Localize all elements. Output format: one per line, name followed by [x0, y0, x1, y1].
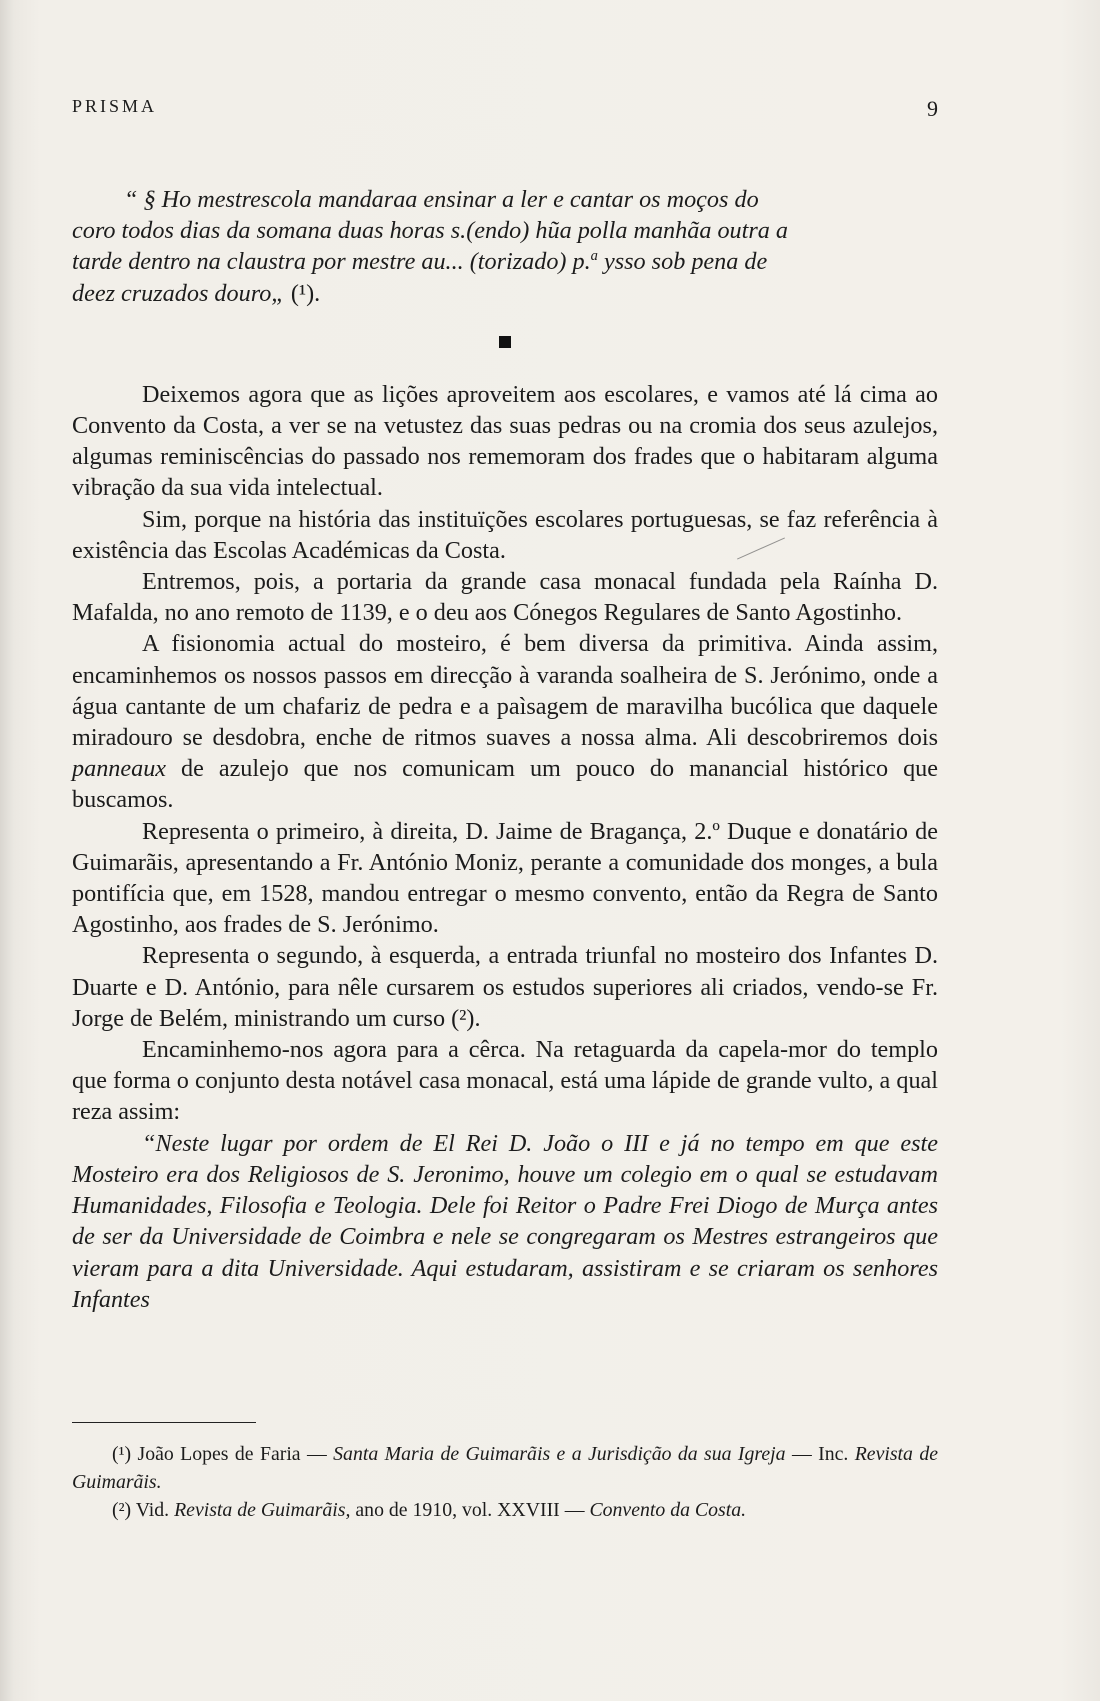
footnote-2 [72, 1496, 938, 1524]
paragraph-5: Representa o primeiro, à direita, D. Jaime de Bragança, 2.º Duque e donatário de Guimarãis, apresentando a Fr. António Moniz, perante a comunidade dos monges, a bula pontifícia que, em 1528, mandou entregar o mesmo convento, então da Regra de Santo Agostinho, aos frades de S. Jerónimo. [72, 817, 938, 939]
paragraph-3: Entremos, pois, a portaria da grande casa monacal fundada pela Raínha D. Mafalda, no ano remoto de 1139, e o deu aos Cónegos Regulares de Santo Agostinho. [72, 568, 938, 627]
quote-line-3a: tarde dentro na claustra por mestre au... (torizado) p. [72, 248, 591, 276]
quote-line-3b: ysso sob pena de [597, 248, 768, 276]
footnote-1-title: Santa Maria de Guimarãis e a Jurisdição da sua Igreja [333, 1443, 786, 1465]
paragraph-7: Encaminhemo-nos agora para a cêrca. Na retaguarda da capela-mor do templo que forma o conjunto desta notável casa monacal, está uma lápide de grande vulto, a qual reza assim: [72, 1036, 938, 1126]
quote-line-3-sup: a [590, 248, 598, 265]
footnote-2-title: Convento da Costa. [589, 1499, 747, 1521]
paragraph-2: Sim, porque na história das instituïções escolares portuguesas, se faz referência à existência das Escolas Académicas da Costa. [72, 505, 938, 564]
paragraph-1: Deixemos agora que as lições aproveitem aos escolares, e vamos até lá cima ao Convento da Costa, a ver se na vetustez das suas pedras ou na cromia dos seus azulejos, algumas reminiscências do passado nos rememoram dos frades que o habitaram alguma vibração da sua vida intelectual. [72, 380, 938, 502]
footnote-2-b: ano de 1910, vol. XXVIII — [350, 1499, 590, 1521]
section-separator [72, 327, 938, 357]
footnote-2-a: Vid. [131, 1499, 175, 1521]
paragraph-4-a: A fisionomia actual do mosteiro, é bem diversa da primitiva. Ainda assim, encaminhemos os nossos passos em direcção à varanda soalheira de S. Jerónimo, onde a água cantante de um chafariz de pedra e a paìsagem de maravilha bucólica que daquele miradouro se desdobra, enche de ritmos suaves a nossa alma. Ali descobriremos dois [72, 630, 938, 752]
footnote-1-b: — Inc. [785, 1443, 855, 1465]
quote-line-1: Ho mestrescola mandaraa ensinar a ler e cantar os moços do [161, 186, 759, 213]
footnote-1-number: (¹) [112, 1443, 132, 1465]
square-bullet-icon [499, 336, 511, 348]
paragraph-4-italic: panneaux [72, 755, 167, 783]
footnote-1-source: Revista de Guimarãis. [72, 1443, 939, 1493]
footnote-rule [72, 1422, 256, 1423]
footnote-2-source: Revista de Guimarãis, [174, 1499, 351, 1521]
opening-quote [72, 184, 938, 309]
body-text [72, 184, 938, 1315]
inscription-quote: “Neste lugar por ordem de El Rei D. João o III e já no tempo em que este Mosteiro era dos Religiosos de S. Jeronimo, houve um colegio em o qual se estudavam Humanidades, Filosofia e Teologia. Dele foi Reitor o Padre Frei Diogo de Murça antes de ser da Universidade de Coimbra e nele se congregaram os Mestres estrangeiros que vieram para a dita Universidade. Aqui estudaram, assistiram e se criaram os senhores Infantes [72, 1129, 938, 1313]
footnote-1 [72, 1440, 938, 1496]
running-head [72, 96, 938, 121]
page-number: 9 [927, 96, 938, 121]
quote-line-4: deez cruzados douro„ [72, 279, 285, 307]
footnotes [72, 1440, 938, 1524]
paragraph-6: Representa o segundo, à esquerda, a entrada triunfal no mosteiro dos Infantes D. Duarte e D. António, para nêle cursarem os estudos superiores ali criados, vendo-se Fr. Jorge de Belém, ministrando um curso (²). [72, 942, 938, 1032]
running-title: PRISMA [72, 96, 158, 116]
footnote-1-a: João Lopes de Faria — [131, 1443, 334, 1465]
footnote-2-number: (²) [112, 1499, 132, 1521]
quote-ref: (¹). [284, 279, 321, 307]
paragraph-4-b: de azulejo que nos comunicam um pouco do manancial histórico que buscamos. [72, 755, 938, 814]
paragraph-4 [72, 628, 938, 815]
quote-line-2: coro todos dias da somana duas horas s.(endo) hũa polla manhãa outra a [72, 217, 789, 245]
quote-open: “ § [124, 186, 156, 213]
